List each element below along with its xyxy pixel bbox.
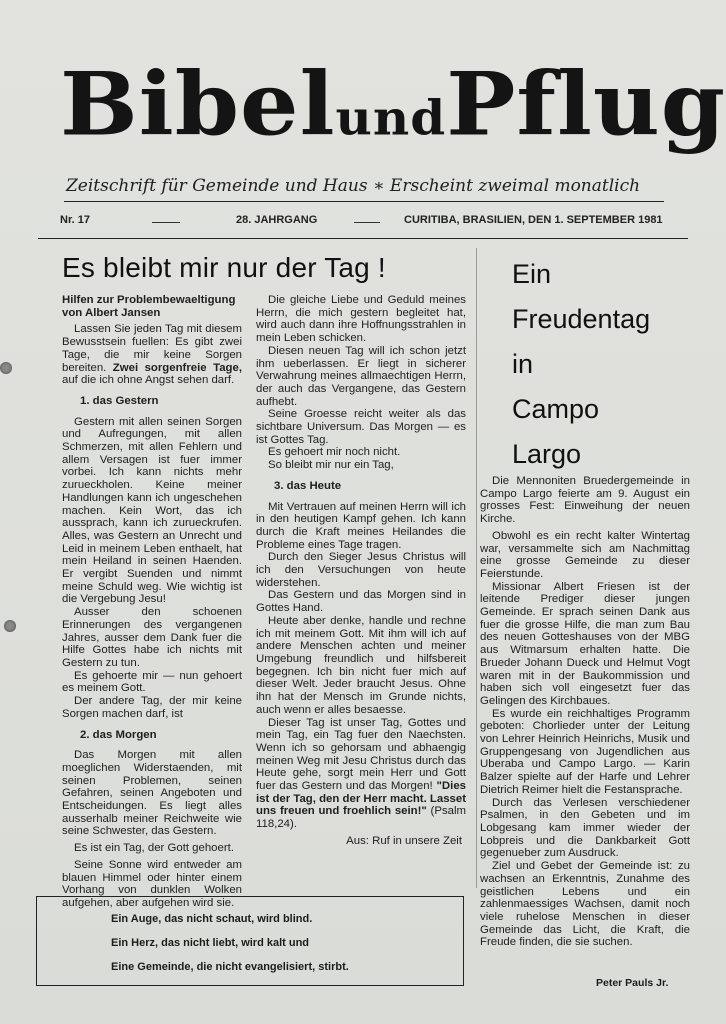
header-rule <box>38 238 688 239</box>
issue-info-bar <box>56 214 676 232</box>
paragraph: Es gehoerte mir — nun gehoert es meinem Gott. <box>62 669 242 695</box>
headline-line: Freudentag <box>512 304 651 334</box>
paragraph: Seine Groesse reicht weiter als das sichtbare Universum. Das Morgen — es ist Gottes Tag. <box>256 408 466 446</box>
section-heading: 3. das Heute <box>274 479 342 492</box>
punch-hole-icon <box>0 362 12 374</box>
headline-line: Largo <box>512 439 582 469</box>
divider <box>152 222 180 223</box>
paragraph-text: auf die ich ohne Angst sehen darf. <box>62 374 235 387</box>
quote-line: Ein Herz, das nicht liebt, wird kalt und <box>111 937 310 949</box>
column-divider <box>476 248 477 888</box>
section-heading: 1. das Gestern <box>80 394 159 407</box>
paragraph: Missionar Albert Friesen ist der leitende Prediger dieser jungen Gemeinde. Er sprach seinen Dank aus fuer die grosse Hilfe, die man zum Bau des neuen Gotteshauses von der MBG aus Witmarsum erhalten hatte. Die Brueder Johann Dueck und Helmut Vogt waren mit in der Baukommission und haben sich voll eingesetzt fuer das Gelingen des Kirchbaues. <box>480 580 690 707</box>
headline-line: Campo <box>512 394 600 424</box>
paragraph: Es gehoert mir noch nicht. <box>268 446 401 459</box>
quote-line: Eine Gemeinde, die nicht evangelisiert, stirbt. <box>111 961 349 973</box>
paragraph: Durch das Verlesen verschiedener Psalmen, in den Gebeten und im Lobgesang kam immer wieder der Lobpreis und die Dankbarkeit Gott gegenueber zum Ausdruck. <box>480 796 690 860</box>
divider <box>354 222 380 223</box>
masthead-word-2: und <box>335 89 447 146</box>
quote-box <box>36 896 464 986</box>
article-subtitle: Hilfen zur Problembewaeltigung <box>62 294 236 306</box>
paragraph-text: (Psalm 118,24). <box>256 805 466 831</box>
article2-column <box>480 475 690 949</box>
paragraph-text: Dieser Tag ist unser Tag, Gottes und mein Tag, ein Tag fuer den Naechsten. Wenn ich so gehorsam und abhaengig meinen Weg mit Jesu Christus durch das Heute gehe, sorgt mein Herr und Gott fuer das Gestern und das Morgen! <box>256 716 466 793</box>
paragraph: Gestern mit allen seinen Sorgen und Aufregungen, mit allen Schmerzen, mit allen Fehlern und allem Versagen ist fuer immer vorbei. Ich kann nichts mehr zurueckholen. Keine meiner Handlungen kann ich ungeschehen machen. Kein Wort, das ich aussprach, kann ich zurueckrufen. Alles, was Gestern an Unrecht und Leid in meinem Leben enthaelt, hat mein Heiland in seinen Haenden. Er vergibt Suenden und nimmt meine Schuld weg. Wie wichtig ist die Vergebung Jesu! <box>62 415 242 606</box>
paragraph: Ausser den schoenen Erinnerungen des vergangenen Jahres, ausser dem Dank fuer die Hilfe Gottes habe ich nichts mit Gestern zu tun. <box>62 606 242 669</box>
tagline-underline <box>64 201 664 202</box>
paragraph: So bleibt mir nur ein Tag, <box>268 459 394 472</box>
paragraph: Diesen neuen Tag will ich schon jetzt ihm ueberlassen. Er liegt in sicherer Verwahrung meines allmaechtigen Herrn, der auch das Vergangene, das Gestern aufhebt. <box>256 344 466 408</box>
article-column-1 <box>62 294 242 910</box>
article-column-2 <box>256 294 466 848</box>
headline-line: in <box>512 349 534 379</box>
paragraph <box>62 323 242 387</box>
masthead-word-1: Bibel <box>60 52 336 156</box>
issue-number: Nr. 17 <box>60 214 90 226</box>
masthead-tagline: Zeitschrift für Gemeinde und Haus ∗ Erscheint zweimal monatlich <box>66 176 641 196</box>
paragraph: Das Morgen mit allen moeglichen Widerstaenden, mit seinen Problemen, seinen Gefahren, seinen Angeboten und Entscheidungen. Es liegt alles ausserhalb meiner Reichweite wie seine Schwester, das Gestern. <box>62 749 242 838</box>
paragraph: Es wurde ein reichhaltiges Programm geboten: Chorlieder unter der Leitung von Lehrer Heinrich Heinrichs, Musik und Gruppengesang von Jugendlichen aus Uberaba und Campo Largo. — Karin Balzer spielte auf der Harfe und Lehrer Dietrich Reimer hielt die Festansprache. <box>480 707 690 796</box>
place-date: CURITIBA, BRASILIEN, DEN 1. SEPTEMBER 1981 <box>404 214 663 226</box>
punch-hole-icon <box>4 620 16 632</box>
section-heading: 2. das Morgen <box>80 728 157 741</box>
source-text: Aus: Ruf in unsere Zeit <box>346 834 462 847</box>
paragraph: Mit Vertrauen auf meinen Herrn will ich in den heutigen Kampf gehen. Ich kann durch die Kraft meines Heilandes die Probleme eines Tage tragen. <box>256 500 466 551</box>
volume: 28. JAHRGANG <box>236 214 318 226</box>
bible-quote: "Dies ist der Tag, den der Herr macht. Lasset uns freuen und froehlich sein!" <box>256 780 466 818</box>
article-headline: Es bleibt mir nur der Tag ! <box>62 252 386 283</box>
paragraph: Das Gestern und das Morgen sind in Gottes Hand. <box>256 589 466 615</box>
article-source <box>256 835 466 848</box>
article2-author: Peter Pauls Jr. <box>596 977 669 989</box>
article-author: von Albert Jansen <box>62 306 161 319</box>
quote-line: Ein Auge, das nicht schaut, wird blind. <box>111 913 313 925</box>
paragraph: Die gleiche Liebe und Geduld meines Herrn, die mich gestern begleitet hat, wird auch dann ihre Hoffnungsstrahlen in mein Leben schicken. <box>256 294 466 345</box>
masthead-title <box>60 47 726 161</box>
paragraph: Seine Sonne wird entweder am blauen Himmel oder hinter einem Vorhang von dunklen Wolken aufgehen, aber aufgehen wird sie. <box>62 858 242 909</box>
paragraph: Durch den Sieger Jesus Christus will ich den Versuchungen von heute widerstehen. <box>256 551 466 589</box>
paragraph: Die Mennoniten Bruedergemeinde in Campo Largo feierte am 9. August ein grosses Fest: Einweihung der neuen Kirche. <box>480 475 690 526</box>
article2-headline <box>512 252 692 477</box>
emphasis-text: Zwei sorgenfreie Tage, <box>112 361 242 374</box>
paragraph: Obwohl es ein recht kalter Wintertag war, versammelte sich am Nachmittag eine grosse Gemeinde zu dieser Feierstunde. <box>480 529 690 580</box>
masthead-word-3: Pflug <box>446 52 726 156</box>
paragraph <box>256 717 466 831</box>
paragraph: Es ist ein Tag, der Gott gehoert. <box>74 842 234 855</box>
paragraph: Ziel und Gebet der Gemeinde ist: zu wachsen an Erkenntnis, Zunahme des geistlichen Lebens und ein zahlenmaessiges Wachsen, damit noch viele ruhelose Menschen in dieser Gemeinde das Licht, die Kraft, die Freude finden, die sie suchen. <box>480 860 690 949</box>
paragraph: Der andere Tag, der mir keine Sorgen machen darf, ist <box>62 695 242 720</box>
paragraph: Heute aber denke, handle und rechne ich mit meinem Gott. Mit ihm will ich auf andere Menschen achten und meiner Umgebung freundlich und hilfsbereit begegnen. Ich bin nicht fuer mich auf dieser Welt. Jeder braucht Jesus. Ohne ihn hat der Mensch im Grunde nichts, auch wenn er alles besaesse. <box>256 614 466 716</box>
headline-line: Ein <box>512 259 552 289</box>
paragraph-text: Lassen Sie jeden Tag mit diesem Bewusstsein fuellen: Es gibt zwei Tage, die mir keine Sorgen bereiten. <box>62 323 242 374</box>
